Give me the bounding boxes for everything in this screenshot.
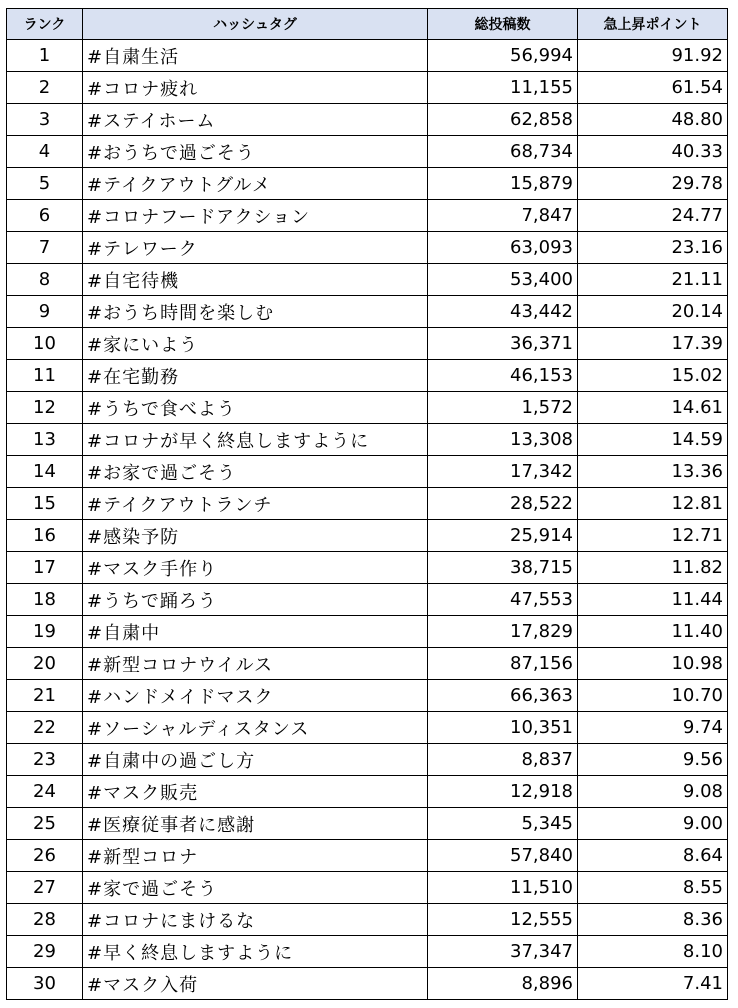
rank-cell: 8 [7, 264, 83, 296]
rank-cell: 2 [7, 72, 83, 104]
hashtag-cell: #コロナフードアクション [83, 200, 428, 232]
hashtag-cell: #テレワーク [83, 232, 428, 264]
trend-points-cell: 23.16 [578, 232, 728, 264]
total-posts-cell: 53,400 [428, 264, 578, 296]
table-row [7, 456, 728, 488]
trend-points-cell: 9.00 [578, 808, 728, 840]
trend-points-cell: 24.77 [578, 200, 728, 232]
hashtag-cell: #自宅待機 [83, 264, 428, 296]
table-row [7, 712, 728, 744]
hashtag-cell: #自粛中の過ごし方 [83, 744, 428, 776]
table-row [7, 648, 728, 680]
trend-points-cell: 11.40 [578, 616, 728, 648]
table-row [7, 360, 728, 392]
trend-points-cell: 8.64 [578, 840, 728, 872]
table-row [7, 40, 728, 72]
rank-cell: 16 [7, 520, 83, 552]
table-row [7, 232, 728, 264]
total-posts-cell: 11,510 [428, 872, 578, 904]
trend-points-cell: 9.56 [578, 744, 728, 776]
total-posts-cell: 37,347 [428, 936, 578, 968]
trend-points-cell: 8.36 [578, 904, 728, 936]
hashtag-cell: #テイクアウトランチ [83, 488, 428, 520]
trend-points-cell: 8.10 [578, 936, 728, 968]
rank-cell: 24 [7, 776, 83, 808]
total-posts-cell: 25,914 [428, 520, 578, 552]
rank-cell: 30 [7, 968, 83, 1000]
total-posts-cell: 47,553 [428, 584, 578, 616]
total-posts-cell: 7,847 [428, 200, 578, 232]
hashtag-cell: #感染予防 [83, 520, 428, 552]
table-row [7, 136, 728, 168]
table-row [7, 552, 728, 584]
table-row [7, 488, 728, 520]
rank-cell: 20 [7, 648, 83, 680]
rank-cell: 4 [7, 136, 83, 168]
total-posts-cell: 46,153 [428, 360, 578, 392]
rank-cell: 9 [7, 296, 83, 328]
total-posts-cell: 17,342 [428, 456, 578, 488]
rank-cell: 25 [7, 808, 83, 840]
total-posts-cell: 12,555 [428, 904, 578, 936]
rank-cell: 3 [7, 104, 83, 136]
hashtag-cell: #マスク入荷 [83, 968, 428, 1000]
table-row [7, 584, 728, 616]
hashtag-cell: #おうちで過ごそう [83, 136, 428, 168]
table-row [7, 968, 728, 1000]
total-posts-cell: 36,371 [428, 328, 578, 360]
rank-cell: 13 [7, 424, 83, 456]
trend-points-cell: 61.54 [578, 72, 728, 104]
trend-points-cell: 12.81 [578, 488, 728, 520]
table-row [7, 392, 728, 424]
total-posts-cell: 5,345 [428, 808, 578, 840]
rank-cell: 27 [7, 872, 83, 904]
rank-cell: 21 [7, 680, 83, 712]
hashtag-cell: #ソーシャルディスタンス [83, 712, 428, 744]
ranking-table-container [6, 8, 728, 1000]
hashtag-cell: #コロナが早く終息しますように [83, 424, 428, 456]
hashtag-cell: #自粛生活 [83, 40, 428, 72]
hashtag-cell: #医療従事者に感謝 [83, 808, 428, 840]
rank-cell: 10 [7, 328, 83, 360]
hashtag-cell: #ステイホーム [83, 104, 428, 136]
trend-points-cell: 15.02 [578, 360, 728, 392]
hashtag-cell: #在宅勤務 [83, 360, 428, 392]
total-posts-cell: 15,879 [428, 168, 578, 200]
table-row [7, 904, 728, 936]
rank-cell: 6 [7, 200, 83, 232]
total-posts-cell: 1,572 [428, 392, 578, 424]
total-posts-cell: 8,896 [428, 968, 578, 1000]
total-posts-cell: 38,715 [428, 552, 578, 584]
hashtag-cell: #早く終息しますように [83, 936, 428, 968]
trend-points-cell: 14.59 [578, 424, 728, 456]
rank-cell: 14 [7, 456, 83, 488]
hashtag-cell: #コロナ疲れ [83, 72, 428, 104]
total-posts-cell: 8,837 [428, 744, 578, 776]
rank-cell: 1 [7, 40, 83, 72]
total-posts-cell: 66,363 [428, 680, 578, 712]
trend-points-cell: 91.92 [578, 40, 728, 72]
hashtag-cell: #家にいよう [83, 328, 428, 360]
trend-points-cell: 40.33 [578, 136, 728, 168]
trend-points-cell: 14.61 [578, 392, 728, 424]
trend-points-cell: 20.14 [578, 296, 728, 328]
table-row [7, 328, 728, 360]
header-rank: ランク [7, 9, 83, 40]
hashtag-cell: #自粛中 [83, 616, 428, 648]
total-posts-cell: 87,156 [428, 648, 578, 680]
hashtag-cell: #マスク手作り [83, 552, 428, 584]
hashtag-cell: #コロナにまけるな [83, 904, 428, 936]
total-posts-cell: 63,093 [428, 232, 578, 264]
trend-points-cell: 9.74 [578, 712, 728, 744]
total-posts-cell: 17,829 [428, 616, 578, 648]
rank-cell: 19 [7, 616, 83, 648]
rank-cell: 12 [7, 392, 83, 424]
table-row [7, 616, 728, 648]
hashtag-cell: #テイクアウトグルメ [83, 168, 428, 200]
table-row [7, 808, 728, 840]
hashtag-cell: #ハンドメイドマスク [83, 680, 428, 712]
rank-cell: 18 [7, 584, 83, 616]
table-row [7, 776, 728, 808]
hashtag-cell: #マスク販売 [83, 776, 428, 808]
rank-cell: 29 [7, 936, 83, 968]
rank-cell: 7 [7, 232, 83, 264]
trend-points-cell: 11.82 [578, 552, 728, 584]
total-posts-cell: 11,155 [428, 72, 578, 104]
trend-points-cell: 12.71 [578, 520, 728, 552]
hashtag-cell: #家で過ごそう [83, 872, 428, 904]
hashtag-cell: #新型コロナ [83, 840, 428, 872]
rank-cell: 23 [7, 744, 83, 776]
table-row [7, 168, 728, 200]
total-posts-cell: 28,522 [428, 488, 578, 520]
trend-points-cell: 48.80 [578, 104, 728, 136]
table-header-row [7, 9, 728, 40]
rank-cell: 17 [7, 552, 83, 584]
rank-cell: 26 [7, 840, 83, 872]
total-posts-cell: 62,858 [428, 104, 578, 136]
trend-points-cell: 8.55 [578, 872, 728, 904]
trend-points-cell: 10.98 [578, 648, 728, 680]
table-row [7, 296, 728, 328]
trend-points-cell: 10.70 [578, 680, 728, 712]
rank-cell: 28 [7, 904, 83, 936]
table-row [7, 264, 728, 296]
table-row [7, 520, 728, 552]
trend-points-cell: 7.41 [578, 968, 728, 1000]
table-row [7, 872, 728, 904]
trend-points-cell: 29.78 [578, 168, 728, 200]
header-total-posts: 総投稿数 [428, 9, 578, 40]
hashtag-ranking-table [6, 8, 728, 1000]
table-row [7, 680, 728, 712]
rank-cell: 15 [7, 488, 83, 520]
trend-points-cell: 9.08 [578, 776, 728, 808]
trend-points-cell: 11.44 [578, 584, 728, 616]
hashtag-cell: #新型コロナウイルス [83, 648, 428, 680]
header-hashtag: ハッシュタグ [83, 9, 428, 40]
table-row [7, 840, 728, 872]
hashtag-cell: #お家で過ごそう [83, 456, 428, 488]
hashtag-cell: #うちで踊ろう [83, 584, 428, 616]
table-body [7, 40, 728, 1000]
total-posts-cell: 68,734 [428, 136, 578, 168]
hashtag-cell: #うちで食べよう [83, 392, 428, 424]
total-posts-cell: 13,308 [428, 424, 578, 456]
rank-cell: 5 [7, 168, 83, 200]
table-row [7, 200, 728, 232]
total-posts-cell: 57,840 [428, 840, 578, 872]
trend-points-cell: 21.11 [578, 264, 728, 296]
total-posts-cell: 12,918 [428, 776, 578, 808]
table-row [7, 72, 728, 104]
rank-cell: 11 [7, 360, 83, 392]
table-row [7, 744, 728, 776]
table-row [7, 424, 728, 456]
trend-points-cell: 13.36 [578, 456, 728, 488]
table-row [7, 936, 728, 968]
header-trend-points: 急上昇ポイント [578, 9, 728, 40]
total-posts-cell: 56,994 [428, 40, 578, 72]
total-posts-cell: 43,442 [428, 296, 578, 328]
total-posts-cell: 10,351 [428, 712, 578, 744]
table-row [7, 104, 728, 136]
trend-points-cell: 17.39 [578, 328, 728, 360]
rank-cell: 22 [7, 712, 83, 744]
hashtag-cell: #おうち時間を楽しむ [83, 296, 428, 328]
